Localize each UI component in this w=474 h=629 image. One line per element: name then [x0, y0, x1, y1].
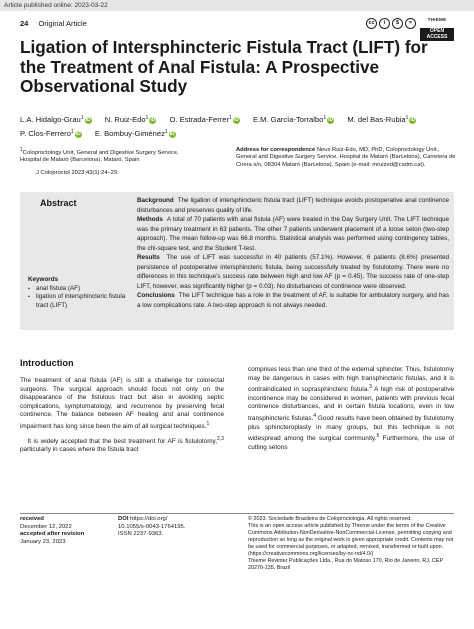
copyright-notice — [248, 516, 454, 572]
cc-icon: cc — [366, 18, 377, 29]
author — [253, 112, 334, 126]
license-icons — [366, 18, 416, 29]
author — [347, 112, 416, 126]
abstract-text: A total of 70 patients with anal fistula (AF) were treated in the Day Surgery Unit. The LIFT technique was the primary treatment in 63 patients. The other 7 patients underwent placement of a loose seton (two-step approach). The mean follow-up was 66.8 months. Statistical analysis was performed using contingency tables, the chi-square test, and the Student T-test. — [137, 216, 449, 252]
journal-citation: J Coloproctol 2023;43(1):24–29. — [36, 170, 119, 176]
running-header — [20, 17, 454, 40]
author-name: M. del Bas-Rubia — [347, 115, 406, 124]
publisher-address: Thieme Revinter Publicações Ltda., Rua do Matoso 170, Rio de Janeiro, RJ, CEP 20270-135, Brazil — [248, 558, 443, 571]
para-text: The treatment of anal fistula (AF) is still a challenge for colorectal surgeons. The surgical approach should focus not only on the disappearance of the fistulous tract but also in avoiding septic complications, symptomatology, and recurrence by preserving fecal continence. The balance between AF healing and anal continence impairment has long since been the aim of all surgical techniques. — [20, 377, 224, 430]
author-name: P. Clos-Ferrero — [20, 129, 71, 138]
affil-sup: 1 — [20, 147, 23, 153]
section-label: Original Article — [38, 19, 87, 28]
author-name: L.A. Hidalgo-Grau — [20, 115, 81, 124]
abstract-body — [137, 196, 449, 310]
affiliation — [20, 147, 225, 165]
body-column-right — [248, 366, 454, 452]
abstract-sub-heading: Methods — [137, 216, 163, 223]
open-label: OPEN — [429, 28, 445, 34]
ref-sup: 4 — [313, 412, 316, 419]
body-column-left — [20, 377, 224, 458]
para-text: comprises less than one third of the external sphincter. Thus, fistulotomy may be dangerous in cases with high transphincteric fistulas, and it is contraindicated in suprasphincteric fistula. — [248, 366, 454, 394]
author-affil-sup: 1 — [145, 115, 149, 121]
license-text: This is an open access article published by Thieme under the terms of the Creative Commons Attribution-NonDerivative-NonCommercial-License, permitting copying and reproduction so long as the original work is given appropriate credit. Contents may not be used for commercial purposes, or adapted, remixed, transformed or built upon. (https://creativecommons.org/licenses/by-nc-nd/4.0/) — [248, 523, 454, 557]
correspondence — [236, 147, 456, 169]
nd-icon: = — [405, 18, 416, 29]
author-name: O. Estrada-Ferrer — [169, 115, 230, 124]
corr-email[interactable]: (e-mail: mruized@csdm.cat). — [351, 161, 426, 168]
received-date: December 12, 2022 — [20, 523, 72, 530]
abstract-text: The use of LIFT was successful in 40 patients (57.1%). However, 6 patients (8.6%) presented persistence of postoperative intersphincteric fistula, being successfully treated by fistulotomy. There were no differences in this technique's success rate between high and low AF (p = 0.45). The success rate of one-step LIFT, however, was significantly higher (p = 0.03). No disturbances of continence were observed. — [137, 254, 449, 290]
keywords — [28, 276, 128, 310]
received-label: received — [20, 516, 44, 522]
author-name: E. Bombuy-Giménez — [94, 129, 165, 138]
author-name: N. Ruiz-Edo — [104, 115, 146, 124]
author — [105, 112, 157, 126]
corr-name: Neus Ruiz-Edo, MD, PhD, — [316, 147, 385, 153]
author — [20, 112, 92, 126]
introduction-heading: Introduction — [20, 358, 74, 368]
abstract-sub-heading: Background — [137, 197, 174, 204]
para-text: Good results have been obtained by fistulotomy plus sphincteroplasty in many groups, but this technique is not widespread among the surgical community. — [248, 414, 454, 443]
abstract-text: The LIFT technique has a role in the treatment of AF, is suitable for ambulatory surgery, and has a low complications rate. A two-step approach is not always needed. — [137, 292, 450, 309]
ref-sup: 3 — [369, 384, 372, 391]
accepted-label: accepted after revision — [20, 531, 85, 538]
ref-sup: 1 — [206, 420, 210, 427]
accepted-date: January 23, 2023 — [20, 538, 66, 545]
abstract-heading: Abstract — [40, 198, 77, 208]
nc-icon: $ — [392, 18, 403, 29]
page-number: 24 — [20, 19, 29, 28]
author-list — [20, 112, 460, 140]
issn: ISSN 2237-9363. — [118, 531, 164, 538]
author-affil-sup: 1 — [323, 115, 327, 121]
orcid-icon[interactable]: iD — [150, 117, 156, 123]
orcid-icon[interactable]: iD — [410, 117, 416, 123]
corr-line: Hospital de Mataró (Barcelona), Carretera de Cirera s/n, 08304 Mataró (Barcelona), Spain — [236, 154, 456, 168]
affil-line: Hospital de Mataró (Barcelona), Mataró, Spain — [20, 157, 140, 164]
paragraph — [20, 377, 224, 432]
abstract-text: The ligation of intersphincteric fistula tract (LIFT) technique avoids postoperative anal continence disturbances and preserves quality of life. — [137, 197, 449, 214]
article-dates — [20, 516, 110, 546]
author-affil-sup: 1 — [229, 115, 232, 121]
orcid-icon[interactable]: iD — [328, 117, 334, 123]
copyright-line: © 2023. Sociedade Brasileira de Coloproctologia. All rights reserved. — [248, 516, 412, 522]
keywords-heading: Keywords — [28, 276, 59, 283]
para-text: Furthermore, the use of cutting setons — [248, 435, 454, 451]
orcid-icon[interactable]: iD — [85, 117, 91, 123]
abstract-sub-heading: Conclusions — [137, 292, 175, 299]
article-identifiers — [118, 516, 228, 539]
publication-date-line: Article published online: 2023-03-22 — [0, 0, 474, 11]
paragraph — [20, 435, 224, 455]
author-name: E.M. García-Torralbo — [252, 115, 324, 124]
keyword-list — [28, 285, 128, 311]
author-affil-sup: 1 — [70, 129, 74, 135]
corr-line: Coloproctology Unit., General and Digestive Surgery Service, — [236, 147, 440, 161]
orcid-icon[interactable]: iD — [233, 117, 239, 123]
ref-sup: 2,3 — [217, 435, 224, 442]
keyword-item: ▪ anal fistula (AF) — [28, 285, 128, 294]
corr-label: Address for correspondence — [236, 147, 316, 153]
doi-value[interactable]: 10.1055/s-0043-1764195. — [118, 523, 186, 530]
author-affil-sup: 1 — [164, 129, 168, 135]
ref-sup: 5 — [376, 433, 380, 440]
footer-divider — [20, 513, 454, 514]
abstract-sub-heading: Results — [137, 254, 160, 261]
author — [170, 112, 240, 126]
para-text: A high risk of postoperative incontinence may be considered in women, patients with previous fecal continence disturbances, and in certain fistula locations, even in low transphincteric fistulas. — [248, 386, 455, 422]
orcid-icon[interactable]: iD — [169, 131, 175, 137]
access-label: ACCESS — [426, 33, 448, 40]
para-text: It is widely accepted that the best treatment for AF is fistulotomy, — [27, 437, 218, 445]
doi-label: DOI — [118, 516, 129, 522]
article-title: Ligation of Intersphincteric Fistula Tract (LIFT) for the Treatment of Anal Fistula: A Prospective Observational Study — [20, 37, 428, 96]
keyword-item: ▪ ligation of intersphincteric fistula tract (LIFT) — [28, 293, 128, 310]
doi-link[interactable]: https://doi.org/ — [130, 516, 168, 522]
para-text: particularly in cases where the fistula tract — [20, 446, 139, 454]
by-icon: i — [379, 18, 390, 29]
orcid-icon[interactable]: iD — [75, 131, 81, 137]
author — [95, 126, 176, 140]
brand-name: THIEME — [427, 17, 447, 22]
author-affil-sup: 1 — [405, 115, 409, 121]
author-affil-sup: 1 — [80, 115, 84, 121]
affil-line: Coloproctology Unit, General and Digestive Surgery Service, — [22, 150, 179, 156]
author — [20, 126, 82, 140]
